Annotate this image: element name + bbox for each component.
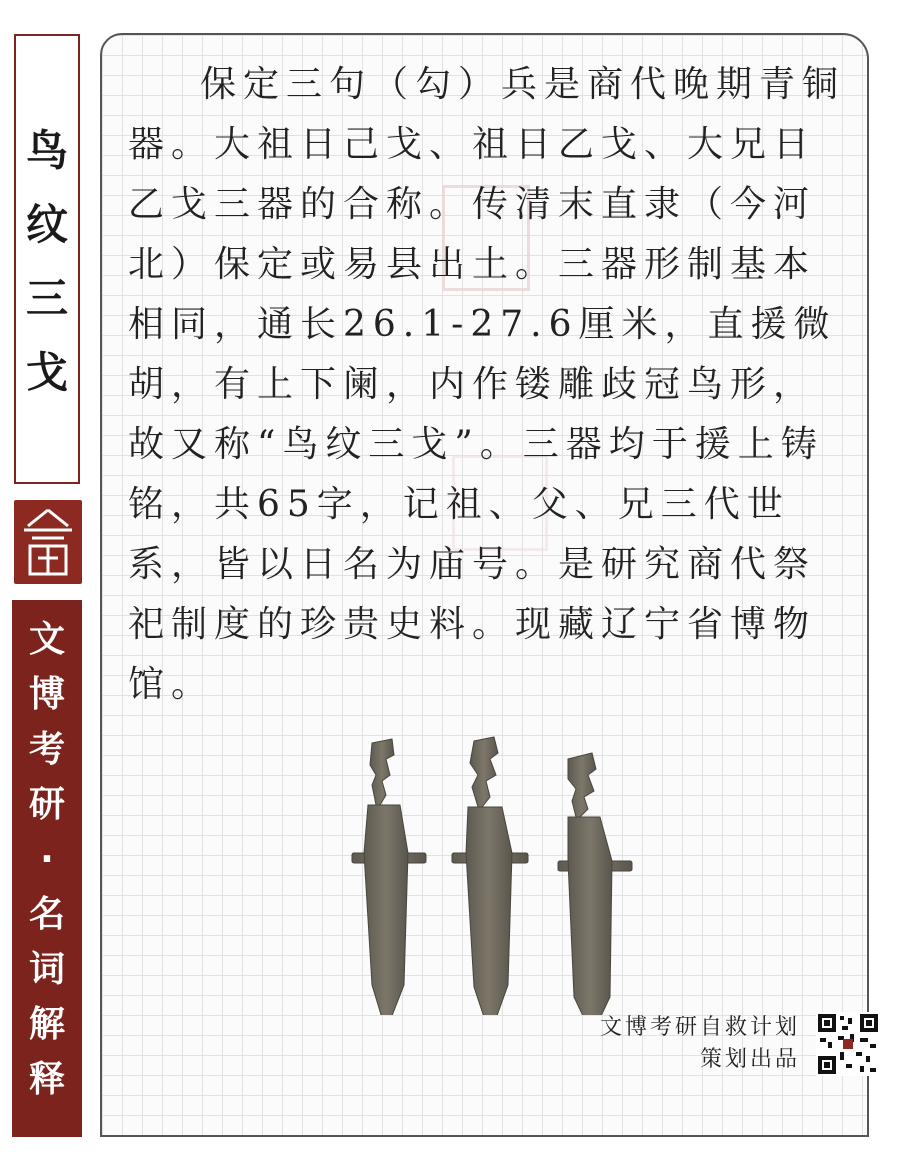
seal-emblem-icon [14, 500, 82, 584]
title-char: 鸟 [25, 126, 68, 175]
band-char: 名 [28, 894, 65, 935]
ge-left [352, 739, 426, 1015]
bronze-ge-illustration [342, 735, 642, 1015]
content-card [100, 33, 869, 1137]
footer-line2: 策划出品 [699, 1047, 800, 1072]
footer-line1: 文博考研自救计划 [599, 1015, 800, 1040]
band-char: 释 [28, 1059, 65, 1100]
title-box [14, 34, 80, 484]
band-char: 考 [28, 729, 65, 770]
ge-middle [452, 737, 528, 1015]
band-char: 词 [28, 949, 65, 990]
band-char: · [40, 839, 54, 880]
series-band [12, 600, 82, 1137]
band-char: 文 [28, 619, 65, 660]
article-text: 保定三句（勾）兵是商代晚期青铜器。大祖日己戈、祖日乙戈、大兄日乙戈三器的合称。传清末直隶（今河北）保定或易县出土。三器形制基本相同，通长26.1-27.6厘米，直援微胡，有上下阑，内作镂雕歧冠鸟形，故又称“鸟纹三戈”。三器均于援上铸铭，共65字，记祖、父、兄三代世系，皆以日名为庙号。是研究商代祭祀制度的珍贵史料。现藏辽宁省博物馆。 [128, 64, 846, 705]
band-char: 研 [28, 784, 65, 825]
title-char: 戈 [25, 348, 68, 397]
ge-right [558, 753, 632, 1015]
footer-credit [600, 1012, 800, 1076]
qr-code-icon[interactable] [816, 1012, 880, 1076]
title-char: 纹 [25, 200, 68, 249]
band-char: 解 [28, 1004, 65, 1045]
title-char: 三 [25, 274, 68, 323]
band-char: 博 [28, 674, 65, 715]
